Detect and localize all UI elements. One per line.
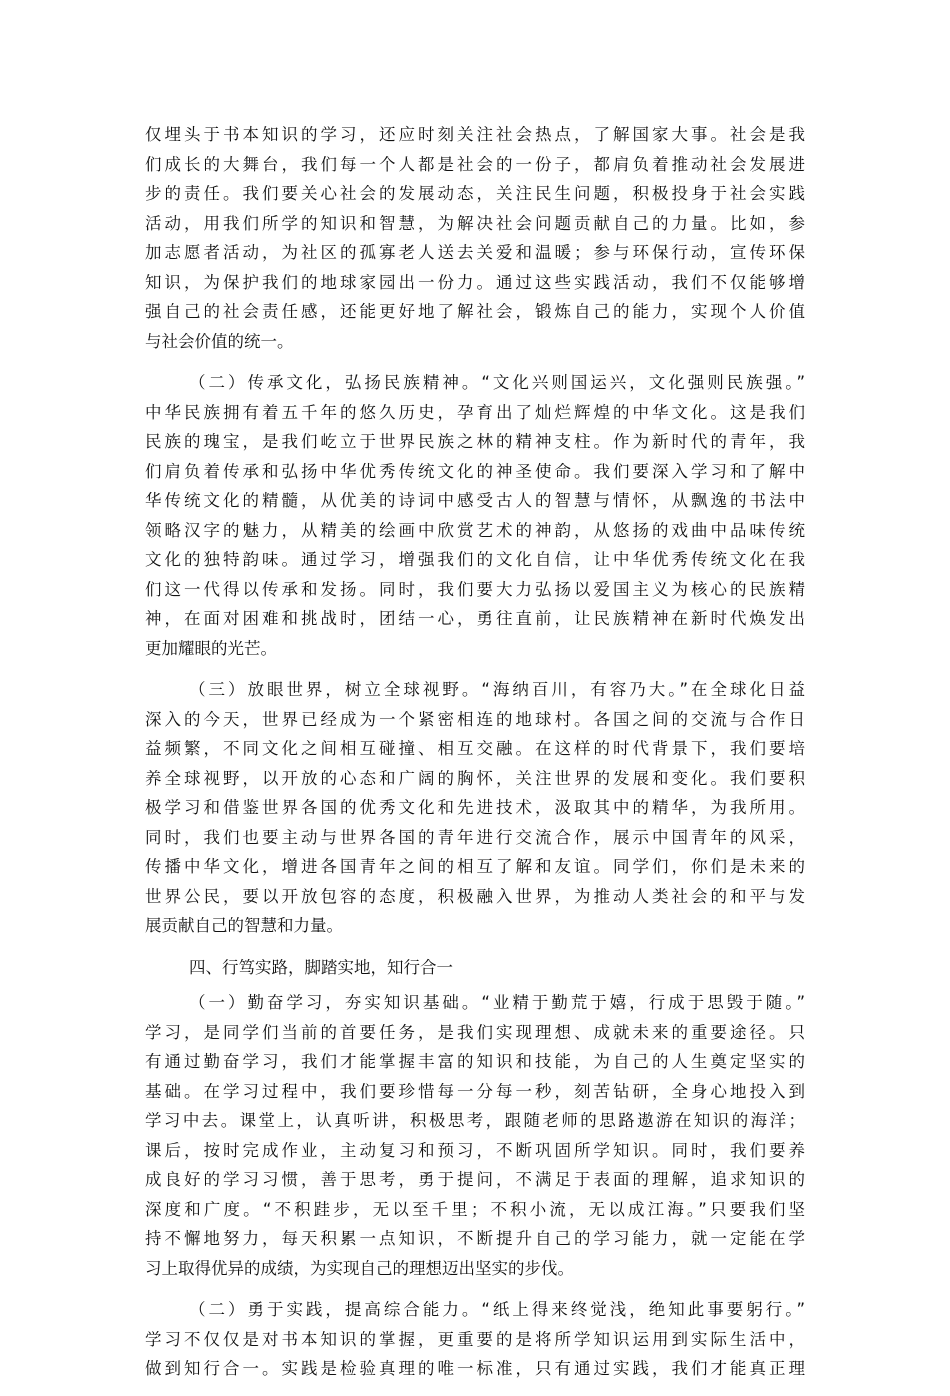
text-line: 持不懈地努力，每天积累一点知识，不断提升自己的学习能力，就一定能在学 — [145, 1229, 805, 1248]
text-line: 同时，我们也要主动与世界各国的青年进行交流合作，展示中国青年的风采， — [145, 827, 805, 847]
document-body — [145, 120, 805, 1396]
text-line: 学习不仅仅是对书本知识的掌握，更重要的是将所学知识运用到实际生活中， — [145, 1329, 805, 1349]
heading-text: 四、行笃实路，脚踏实地，知行合一 — [189, 957, 453, 977]
text-line: 强自己的社会责任感，还能更好地了解社会，锻炼自己的能力，实现个人价值 — [145, 302, 805, 321]
text-line: （三）放眼世界，树立全球视野。“海纳百川，有容乃大。”在全球化日益 — [189, 680, 805, 699]
text-line: 文化的独特韵味。通过学习，增强我们的文化自信，让中华优秀传统文化在我 — [145, 550, 805, 569]
text-line: 习上取得优异的成绩，为实现自己的理想迈出坚实的步伐。 — [145, 1258, 574, 1278]
section-heading — [145, 953, 805, 983]
text-line: 们肩负着传承和弘扬中华优秀传统文化的神圣使命。我们要深入学习和了解中 — [145, 461, 805, 481]
text-line: 展贡献自己的智慧和力量。 — [145, 916, 343, 935]
text-line: 世界公民，要以开放包容的态度，积极融入世界，为推动人类社会的和平与发 — [145, 886, 805, 906]
text-line: 们成长的大舞台，我们每一个人都是社会的一份子，都肩负着推动社会发展进 — [145, 154, 805, 174]
text-line: 学习中去。课堂上，认真听讲，积极思考，跟随老师的思路遨游在知识的海洋； — [145, 1111, 805, 1130]
text-line: 深度和广度。“不积跬步，无以至千里；不积小流，无以成江海。”只要我们坚 — [145, 1199, 805, 1219]
text-line: 仅埋头于书本知识的学习，还应时刻关注社会热点，了解国家大事。社会是我 — [145, 125, 805, 144]
text-line: 加志愿者活动，为社区的孤寡老人送去关爱和温暖；参与环保行动，宣传环保 — [145, 243, 805, 262]
text-line: 知识，为保护我们的地球家园出一份力。通过这些实践活动，我们不仅能够增 — [145, 272, 805, 292]
text-line: 传播中华文化，增进各国青年之间的相互了解和友谊。同学们，你们是未来的 — [145, 857, 805, 876]
text-line: 基础。在学习过程中，我们要珍惜每一分每一秒，刻苦钻研，全身心地投入到 — [145, 1081, 805, 1101]
text-line: 活动，用我们所学的知识和智慧，为解决社会问题贡献自己的力量。比如，参 — [145, 213, 805, 233]
paragraph-global-vision — [145, 675, 805, 941]
text-line: （二）传承文化，弘扬民族精神。“文化兴则国运兴，文化强则民族强。” — [189, 373, 805, 392]
text-line: 成良好的学习习惯，善于思考，勇于提问，不满足于表面的理解，追求知识的 — [145, 1170, 805, 1189]
text-line: 们这一代得以传承和发扬。同时，我们要大力弘扬以爱国主义为核心的民族精 — [145, 579, 805, 599]
text-line: 极学习和借鉴世界各国的优秀文化和先进技术，汲取其中的精华，为我所用。 — [145, 798, 805, 817]
text-line: 与社会价值的统一。 — [145, 331, 294, 351]
paragraph-social-responsibility — [145, 120, 805, 356]
text-line: 神，在面对困难和挑战时，团结一心，勇往直前，让民族精神在新时代焕发出 — [145, 609, 805, 628]
text-line: 中华民族拥有着五千年的悠久历史，孕育出了灿烂辉煌的中华文化。这是我们 — [145, 402, 805, 422]
text-line: 民族的瑰宝，是我们屹立于世界民族之林的精神支柱。作为新时代的青年，我 — [145, 432, 805, 451]
text-line: 步的责任。我们要关心社会的发展动态，关注民生问题，积极投身于社会实践 — [145, 184, 805, 203]
text-line: 做到知行合一。实践是检验真理的唯一标准，只有通过实践，我们才能真正理 — [145, 1359, 805, 1378]
paragraph-practice — [145, 1295, 805, 1384]
text-line: 养全球视野，以开放的心态和广阔的胸怀，关注世界的发展和变化。我们要积 — [145, 768, 805, 788]
text-line: 领略汉字的魅力，从精美的绘画中欣赏艺术的神韵，从悠扬的戏曲中品味传统 — [145, 520, 805, 540]
paragraph-inherit-culture — [145, 368, 805, 663]
text-line: 益频繁，不同文化之间相互碰撞、相互交融。在这样的时代背景下，我们要培 — [145, 739, 805, 758]
text-line: 更加耀眼的光芒。 — [145, 638, 277, 658]
text-line: 深入的今天，世界已经成为一个紧密相连的地球村。各国之间的交流与合作日 — [145, 709, 805, 729]
text-line: 课后，按时完成作业，主动复习和预习，不断巩固所学知识。同时，我们要养 — [145, 1140, 805, 1160]
text-line: （一）勤奋学习，夯实知识基础。“业精于勤荒于嬉，行成于思毁于随。” — [189, 993, 805, 1012]
paragraph-diligent-study — [145, 988, 805, 1283]
text-line: 华传统文化的精髓，从优美的诗词中感受古人的智慧与情怀，从飘逸的书法中 — [145, 491, 805, 510]
text-line: 有通过勤奋学习，我们才能掌握丰富的知识和技能，为自己的人生奠定坚实的 — [145, 1052, 805, 1071]
text-line: （二）勇于实践，提高综合能力。“纸上得来终觉浅，绝知此事要躬行。” — [189, 1300, 805, 1319]
text-line: 学习，是同学们当前的首要任务，是我们实现理想、成就未来的重要途径。只 — [145, 1022, 805, 1042]
